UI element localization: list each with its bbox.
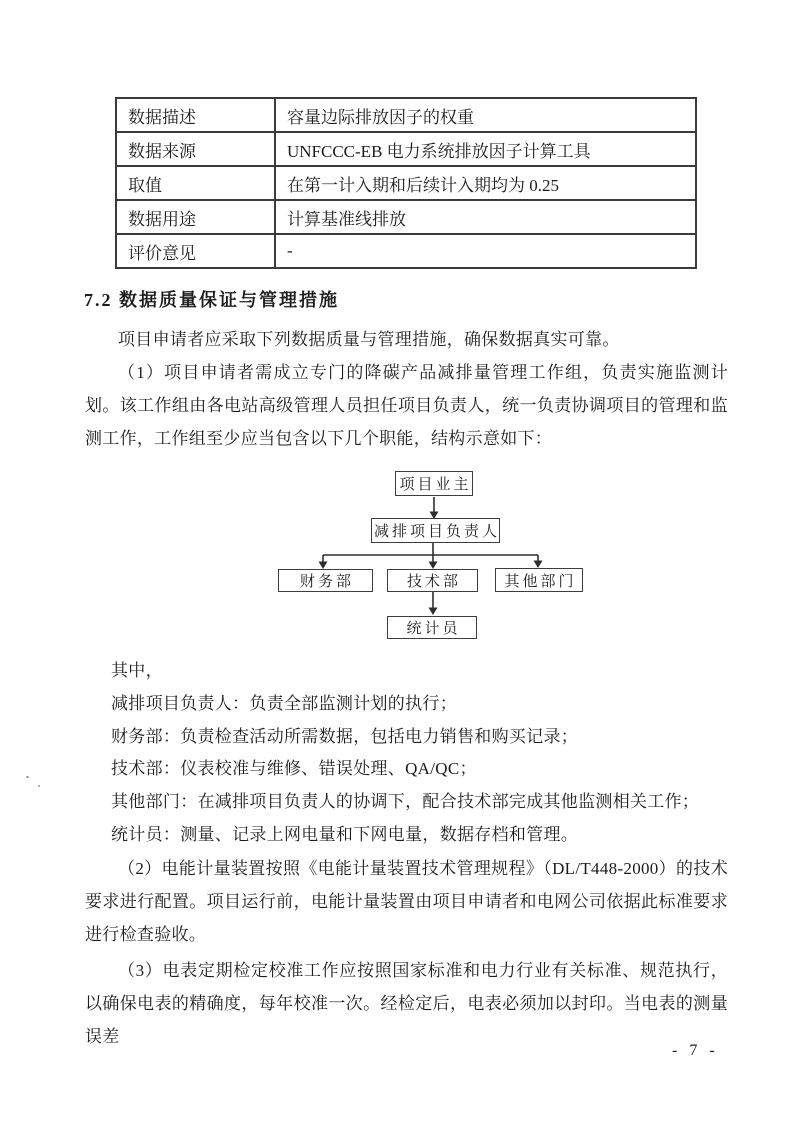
paragraph-item3: （3）电表定期检定校准工作应按照国家标准和电力行业有关标准、规范执行，以确保电表的精确度，每年校准一次。经检定后，电表必须加以封印。当电表的测量误差 bbox=[85, 961, 728, 1046]
row-value: 容量边际排放因子的权重 bbox=[275, 98, 696, 132]
org-node-statistician: 统计员 bbox=[387, 616, 477, 639]
table-row bbox=[116, 98, 696, 132]
roles-intro: 其中， bbox=[111, 661, 163, 680]
org-chart bbox=[0, 462, 810, 648]
table-row bbox=[116, 234, 696, 268]
role-item-finance: 财务部：负责检查活动所需数据，包括电力销售和购买记录； bbox=[111, 726, 579, 746]
paragraph-item1: （1）项目申请者需成立专门的降碳产品减排量管理工作组，负责实施监测计划。该工作组由各电站高级管理人员担任项目负责人，统一负责协调项目的管理和监测工作，工作组至少应当包含以下几个职能，结构示意如下： bbox=[85, 363, 728, 448]
paragraph-item2: （2）电能计量装置按照《电能计量装置技术管理规程》（DL/T448-2000）的技术要求进行配置。项目运行前，电能计量装置由项目申请者和电网公司依据此标准要求进行检查验收。 bbox=[85, 859, 728, 944]
org-node-tech: 技术部 bbox=[387, 569, 478, 592]
arrowhead-icon bbox=[429, 562, 438, 570]
scan-speck bbox=[38, 785, 40, 787]
arrowhead-icon bbox=[534, 561, 543, 569]
row-value: UNFCCC-EB 电力系统排放因子计算工具 bbox=[275, 132, 696, 166]
table-row bbox=[116, 166, 696, 200]
org-node-leader: 减排项目负责人 bbox=[371, 518, 500, 543]
row-label: 数据用途 bbox=[116, 200, 275, 234]
section-heading: 7.2 数据质量保证与管理措施 bbox=[84, 290, 339, 310]
row-label: 取值 bbox=[116, 166, 275, 200]
scan-speck bbox=[26, 776, 29, 778]
data-factor-table bbox=[115, 97, 697, 269]
roles-list bbox=[111, 655, 731, 852]
role-item-other: 其他部门：在减排项目负责人的协调下，配合技术部完成其他监测相关工作； bbox=[111, 792, 700, 812]
row-value: 在第一计入期和后续计入期均为 0.25 bbox=[275, 166, 696, 200]
arrowhead-icon bbox=[429, 608, 438, 616]
row-label: 评价意见 bbox=[116, 234, 275, 268]
table-row bbox=[116, 200, 696, 234]
row-label: 数据来源 bbox=[116, 132, 275, 166]
role-item-statistician: 统计员：测量、记录上网电量和下网电量，数据存档和管理。 bbox=[111, 824, 579, 844]
row-value: - bbox=[275, 234, 696, 268]
page-number: - 7 - bbox=[672, 1042, 719, 1059]
row-value: 计算基准线排放 bbox=[275, 200, 696, 234]
arrowhead-icon bbox=[319, 562, 328, 570]
table-row bbox=[116, 132, 696, 166]
role-item-tech: 技术部：仪表校准与维修、错误处理、QA/QC； bbox=[111, 759, 477, 779]
org-node-other: 其他部门 bbox=[495, 568, 583, 592]
role-item-leader: 减排项目负责人：负责全部监测计划的执行； bbox=[111, 693, 457, 713]
org-node-finance: 财务部 bbox=[278, 569, 373, 592]
paragraph-intro: 项目申请者应采取下列数据质量与管理措施，确保数据真实可靠。 bbox=[118, 330, 620, 349]
org-node-owner: 项目业主 bbox=[395, 471, 473, 496]
row-label: 数据描述 bbox=[116, 98, 275, 132]
